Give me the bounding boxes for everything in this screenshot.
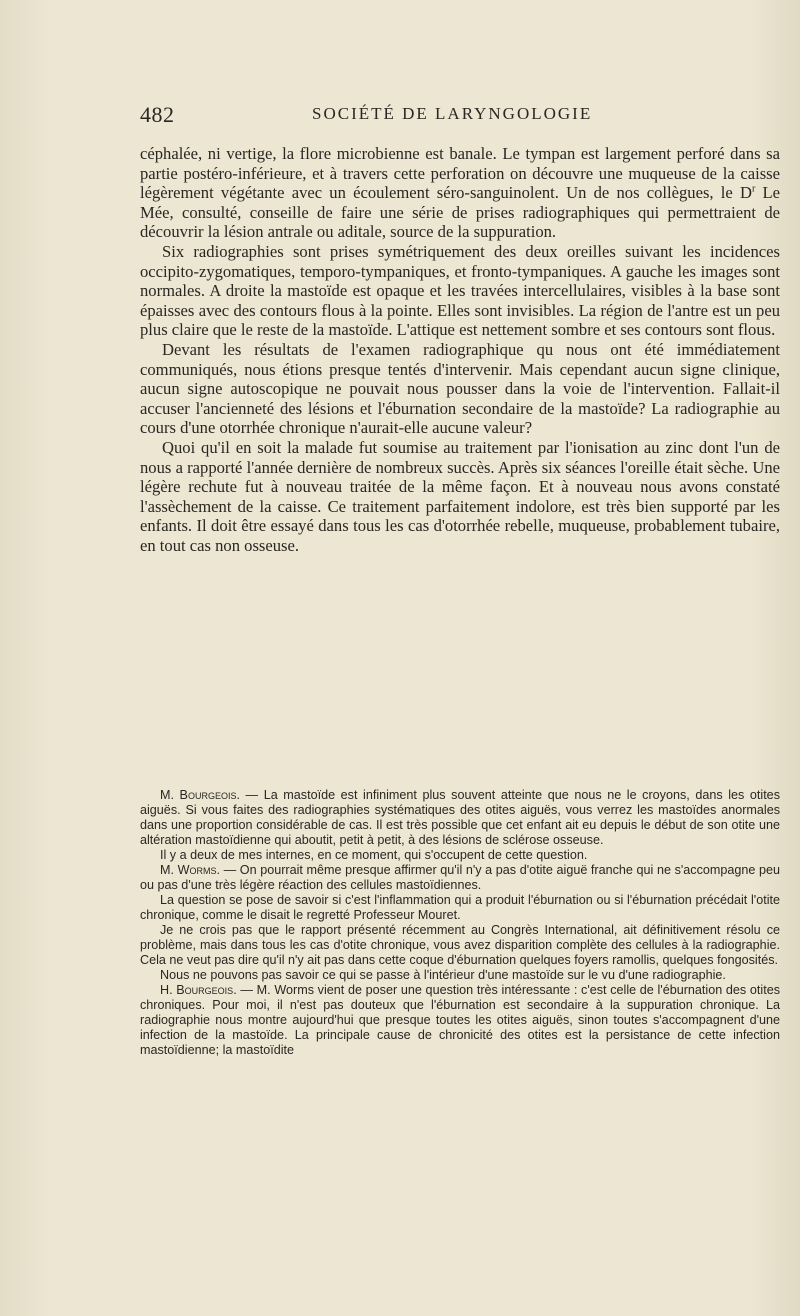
- discussion-paragraph: [140, 863, 780, 893]
- paragraph-radiographies: Six radiographies sont prises symétriquement des deux oreilles suivant les incidences occipito-zygomatiques, temporo-tympaniques, et fronto-tympaniques. A gauche les images sont normales. A droite la mastoïde est opaque et les travées intercellulaires, visibles à la base sont épaisses avec des contours flous à la pointe. Elles sont invisibles. La région de l'antre est un peu plus claire que le reste de la mastoïde. L'attique est nettement sombre et ses contours sont flous.: [140, 241, 780, 340]
- discussion-text: — M. Worms vient de poser une question très intéressante : c'est celle de l'éburnation des otites chroniques. Pour moi, il n'est pas douteux que l'éburnation est secondaire à la suppuration chronique. La radiographie nous montre aujourd'hui que presque toutes les otites aiguës, sinon toutes s'accompagnent d'une infection de la mastoïde. La principale cause de chronicité des otites est la persistance de cette infection mastoïdienne; la mastoïdite: [140, 983, 781, 1057]
- main-text: [140, 144, 780, 555]
- paragraph-case-description: [140, 144, 780, 242]
- superscript: r: [751, 183, 756, 195]
- discussion-text: — La mastoïde est infiniment plus souvent atteinte que nous ne le croyons, dans les otites aiguës. Si vous faites des radiographies systématiques des otites aiguës, vous verrez les mastoïdes anormales dans une proportion considérable de cas. Il est très possible que cet enfant ait eu depuis le début de son otite une altération mastoïdienne qui aboutit, petit à petit, à des lésions de sclérose osseuse.: [140, 788, 780, 847]
- discussion-paragraph: [140, 983, 780, 1058]
- speaker-name: H. Bourgeois.: [160, 983, 237, 997]
- discussion-section: [140, 788, 780, 1058]
- discussion-paragraph: Il y a deux de mes internes, en ce moment, qui s'occupent de cette question.: [160, 848, 588, 862]
- discussion-paragraph: [140, 788, 780, 848]
- discussion-paragraph: Nous ne pouvons pas savoir ce qui se passe à l'intérieur d'une mastoïde sur le vu d'une radiographie.: [160, 968, 726, 982]
- running-head: SOCIÉTÉ DE LARYNGOLOGIE: [312, 104, 593, 123]
- speaker-name: M. Bourgeois.: [160, 788, 240, 802]
- discussion-text: — On pourrait même presque affirmer qu'il n'y a pas d'otite aiguë franche qui ne s'accompagne peu ou pas d'une très légère réaction des cellules mastoïdiennes.: [140, 863, 780, 892]
- paragraph-results: Devant les résultats de l'examen radiographique qu nous ont été immédiatement communiqués, nous étions presque tentés d'intervenir. Mais cependant aucun signe clinique, aucun signe autoscopique ne pouvait nous pousser dans la voie de l'intervention. Fallait-il accuser l'ancienneté des lésions et l'éburnation secondaire de la mastoïde? La radiographie au cours d'une otorrhée chronique n'aurait-elle aucune valeur?: [140, 339, 780, 438]
- speaker-name: M. Worms.: [160, 863, 220, 877]
- page-number: 482: [140, 102, 175, 127]
- paragraph-text: céphalée, ni vertige, la flore microbienne est banale. Le tympan est largement perforé dans sa partie postéro-inférieure, et à travers cette perforation on découvre une muqueuse de la caisse légèrement végétante avec un écoulement séro-sanguinolent. Un de nos collègues, le D: [140, 144, 780, 203]
- paragraph-treatment: Quoi qu'il en soit la malade fut soumise au traitement par l'ionisation au zinc dont l'un de nous a rapporté l'année dernière de nombreux succès. Après six séances l'oreille était sèche. Une légère rechute fut à nouveau traitée de la même façon. Et à nouveau nous avons constaté l'assèchement de la caisse. Ce traitement parfaitement indolore, est très bien supporté par les enfants. Il doit être essayé dans tous les cas d'otorrhée rebelle, muqueuse, probablement tubaire, en tout cas non osseuse.: [140, 437, 780, 555]
- discussion-paragraph: La question se pose de savoir si c'est l'inflammation qui a produit l'éburnation ou si l'éburnation précédait l'otite chronique, comme le disait le regretté Professeur Mouret.: [140, 893, 780, 922]
- discussion-paragraph: Je ne crois pas que le rapport présenté récemment au Congrès International, ait définitivement résolu ce problème, mais dans tous les cas d'otite chronique, vous avez disparition complète des cellules à la radiographie. Cela ne veut pas dire qu'il n'y ait pas dans cette coque d'éburnation quelques foyers ramollis, quelques fongosités.: [140, 923, 780, 967]
- page-header: [140, 102, 780, 132]
- paragraph-text: Le Mée, consulté, conseille de faire une série de prises radiographiques qui permettraient de découvrir la lésion antrale ou aditale, source de la suppuration.: [140, 183, 780, 242]
